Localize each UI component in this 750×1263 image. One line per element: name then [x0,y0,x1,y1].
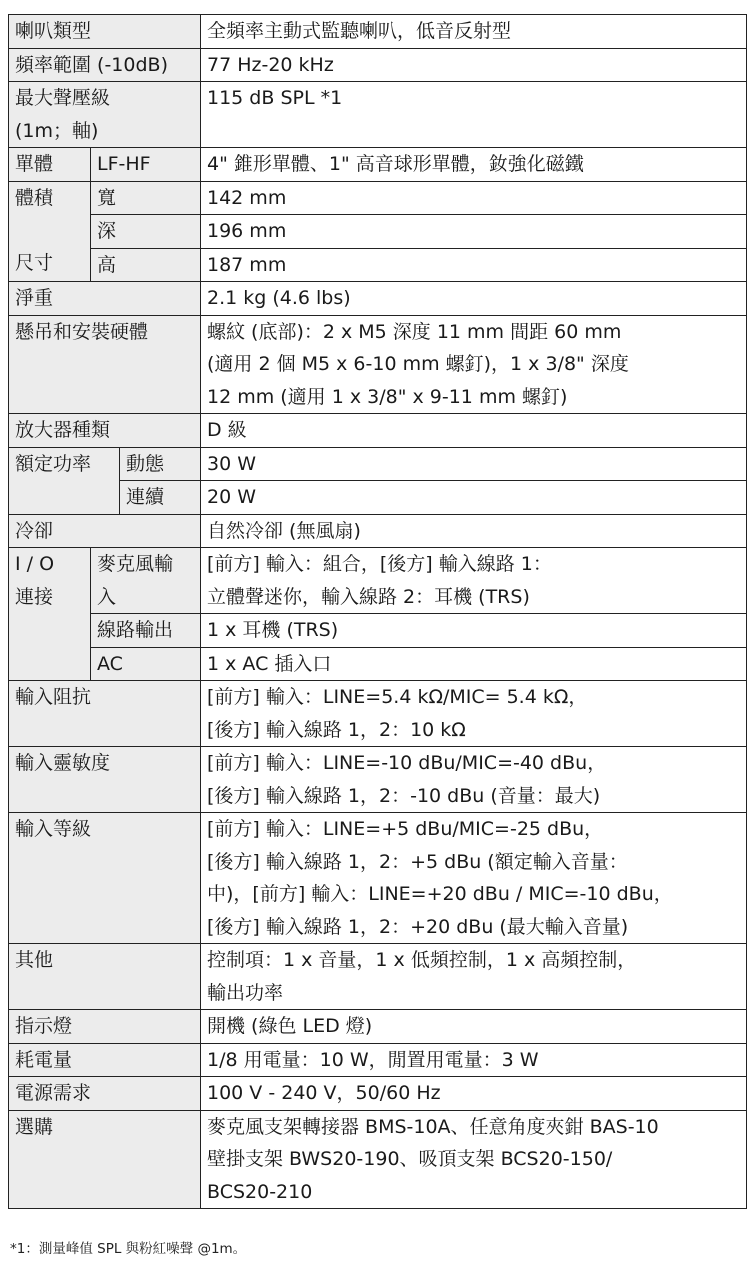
spec-sublabel-continuous: 連續 [120,481,201,515]
spec-sublabel-lf-hf: LF-HF [91,148,201,182]
table-row [9,82,747,148]
spec-value-width: 142 mm [201,181,747,215]
label-line: 麥克風輸 [97,553,174,575]
spec-label-other: 其他 [9,944,201,1010]
spec-value-height: 187 mm [201,248,747,282]
spec-label-rated-power: 額定功率 [9,447,120,514]
spec-value-amp-type: D 級 [201,414,747,448]
spec-sublabel-mic-input [91,548,201,614]
label-line: 尺寸 [15,251,54,274]
spec-value-speaker-type: 全頻率主動式監聽喇叭，低音反射型 [201,15,747,49]
spec-label-driver: 單體 [9,148,91,182]
table-row [9,1043,747,1077]
value-line: 12 mm (適用 1 x 3/8" x 9-11 mm 螺釘) [207,385,568,408]
table-row [9,747,747,813]
spec-sublabel-line-out: 線路輸出 [91,614,201,648]
table-row [9,215,747,249]
spec-label-io [9,548,91,681]
spec-value-cooling: 自然冷卻 (無風扇) [201,514,747,548]
spec-value-depth: 196 mm [201,215,747,249]
spec-value-input-impedance [201,681,747,747]
spec-value-input-sensitivity [201,747,747,813]
spec-value-mic-input [201,548,747,614]
spec-label-freq-range: 頻率範圍 (-10dB) [9,48,201,82]
spec-label-power-requirement: 電源需求 [9,1077,201,1111]
label-line: 體積 [15,186,54,209]
table-row [9,148,747,182]
table-row [9,315,747,414]
label-line: 最大聲壓級 [15,87,111,109]
label-line: (1m；軸) [15,119,99,142]
spec-label-power-consumption: 耗電量 [9,1043,201,1077]
label-line: 連接 [15,585,54,608]
value-line: [前方] 輸入：LINE=-10 dBu/MIC=-40 dBu， [207,752,607,774]
spec-sublabel-dynamic: 動態 [120,447,201,481]
spec-value-continuous: 20 W [201,481,747,515]
spec-label-dimensions [9,181,91,282]
spec-label-indicator: 指示燈 [9,1010,201,1044]
spec-sublabel-width: 寬 [91,181,201,215]
spec-value-power-consumption: 1/8 用電量：10 W，閒置用電量：3 W [201,1043,747,1077]
table-row [9,481,747,515]
table-row [9,614,747,648]
spec-label-optional: 選購 [9,1110,201,1209]
spec-value-line-out: 1 x 耳機 (TRS) [201,614,747,648]
value-line: 螺紋 (底部)：2 x M5 深度 11 mm 間距 60 mm [207,320,622,343]
spec-label-input-level: 輸入等級 [9,813,201,944]
table-row [9,813,747,944]
value-line: [後方] 輸入線路 1，2：10 kΩ [207,718,466,741]
value-line: 中)，[前方] 輸入：LINE=+20 dBu / MIC=-10 dBu， [207,883,673,905]
spec-value-ac: 1 x AC 插入口 [201,647,747,681]
value-line: [前方] 輸入：LINE=5.4 kΩ/MIC= 5.4 kΩ， [207,686,588,708]
spec-value-driver: 4" 錐形單體、1" 高音球形單體，釹強化磁鐵 [201,148,747,182]
table-row [9,414,747,448]
table-row [9,548,747,614]
spec-value-power-requirement: 100 V - 240 V，50/60 Hz [201,1077,747,1111]
spec-value-max-spl: 115 dB SPL *1 [201,82,747,148]
spec-value-indicator: 開機 (綠色 LED 燈) [201,1010,747,1044]
table-row [9,514,747,548]
spec-label-max-spl [9,82,201,148]
value-line: 輸出功率 [207,981,284,1004]
value-line: [後方] 輸入線路 1，2：-10 dBu (音量：最大) [207,784,601,807]
spec-table [8,14,747,1209]
table-row [9,248,747,282]
value-line: 控制項：1 x 音量，1 x 低頻控制，1 x 高頻控制， [207,949,637,971]
spec-label-mounting: 懸吊和安裝硬體 [9,315,201,414]
spec-label-net-weight: 淨重 [9,282,201,316]
value-line: 立體聲迷你，輸入線路 2：耳機 (TRS) [207,585,530,608]
value-line: [後方] 輸入線路 1，2：+20 dBu (最大輸入音量) [207,915,629,938]
spec-label-input-sensitivity: 輸入靈敏度 [9,747,201,813]
spec-value-mounting [201,315,747,414]
label-line [15,214,84,247]
value-line: BCS20-210 [207,1180,313,1203]
spec-sublabel-depth: 深 [91,215,201,249]
spec-value-optional [201,1110,747,1209]
table-row [9,447,747,481]
table-row [9,181,747,215]
value-line: [前方] 輸入：LINE=+5 dBu/MIC=-25 dBu， [207,818,604,840]
value-line: (適用 2 個 M5 x 6-10 mm 螺釘)，1 x 3/8" 深度 [207,353,629,375]
spec-label-amp-type: 放大器種類 [9,414,201,448]
label-line: 入 [97,585,117,608]
footnote: *1：測量峰值 SPL 與粉紅噪聲 @1m。 [10,1241,247,1257]
spec-label-speaker-type: 喇叭類型 [9,15,201,49]
table-row [9,944,747,1010]
table-row [9,681,747,747]
spec-value-net-weight: 2.1 kg (4.6 lbs) [201,282,747,316]
table-row [9,1010,747,1044]
value-line: 麥克風支架轉接器 BMS-10A、任意角度夾鉗 BAS-10 [207,1115,659,1138]
table-row [9,282,747,316]
spec-value-freq-range: 77 Hz-20 kHz [201,48,747,82]
spec-sublabel-ac: AC [91,647,201,681]
value-line: [後方] 輸入線路 1，2：+5 dBu (額定輸入音量： [207,850,628,873]
table-row [9,647,747,681]
spec-value-dynamic: 30 W [201,447,747,481]
value-line: [前方] 輸入：組合，[後方] 輸入線路 1： [207,553,552,575]
table-row [9,1077,747,1111]
table-row [9,1110,747,1209]
spec-label-input-impedance: 輸入阻抗 [9,681,201,747]
spec-value-other [201,944,747,1010]
spec-sublabel-height: 高 [91,248,201,282]
spec-label-cooling: 冷卻 [9,514,201,548]
value-line: 壁掛支架 BWS20-190、吸頂支架 BCS20-150/ [207,1148,613,1170]
table-row [9,48,747,82]
label-line: I / O [15,553,55,575]
table-row [9,15,747,49]
spec-value-input-level [201,813,747,944]
